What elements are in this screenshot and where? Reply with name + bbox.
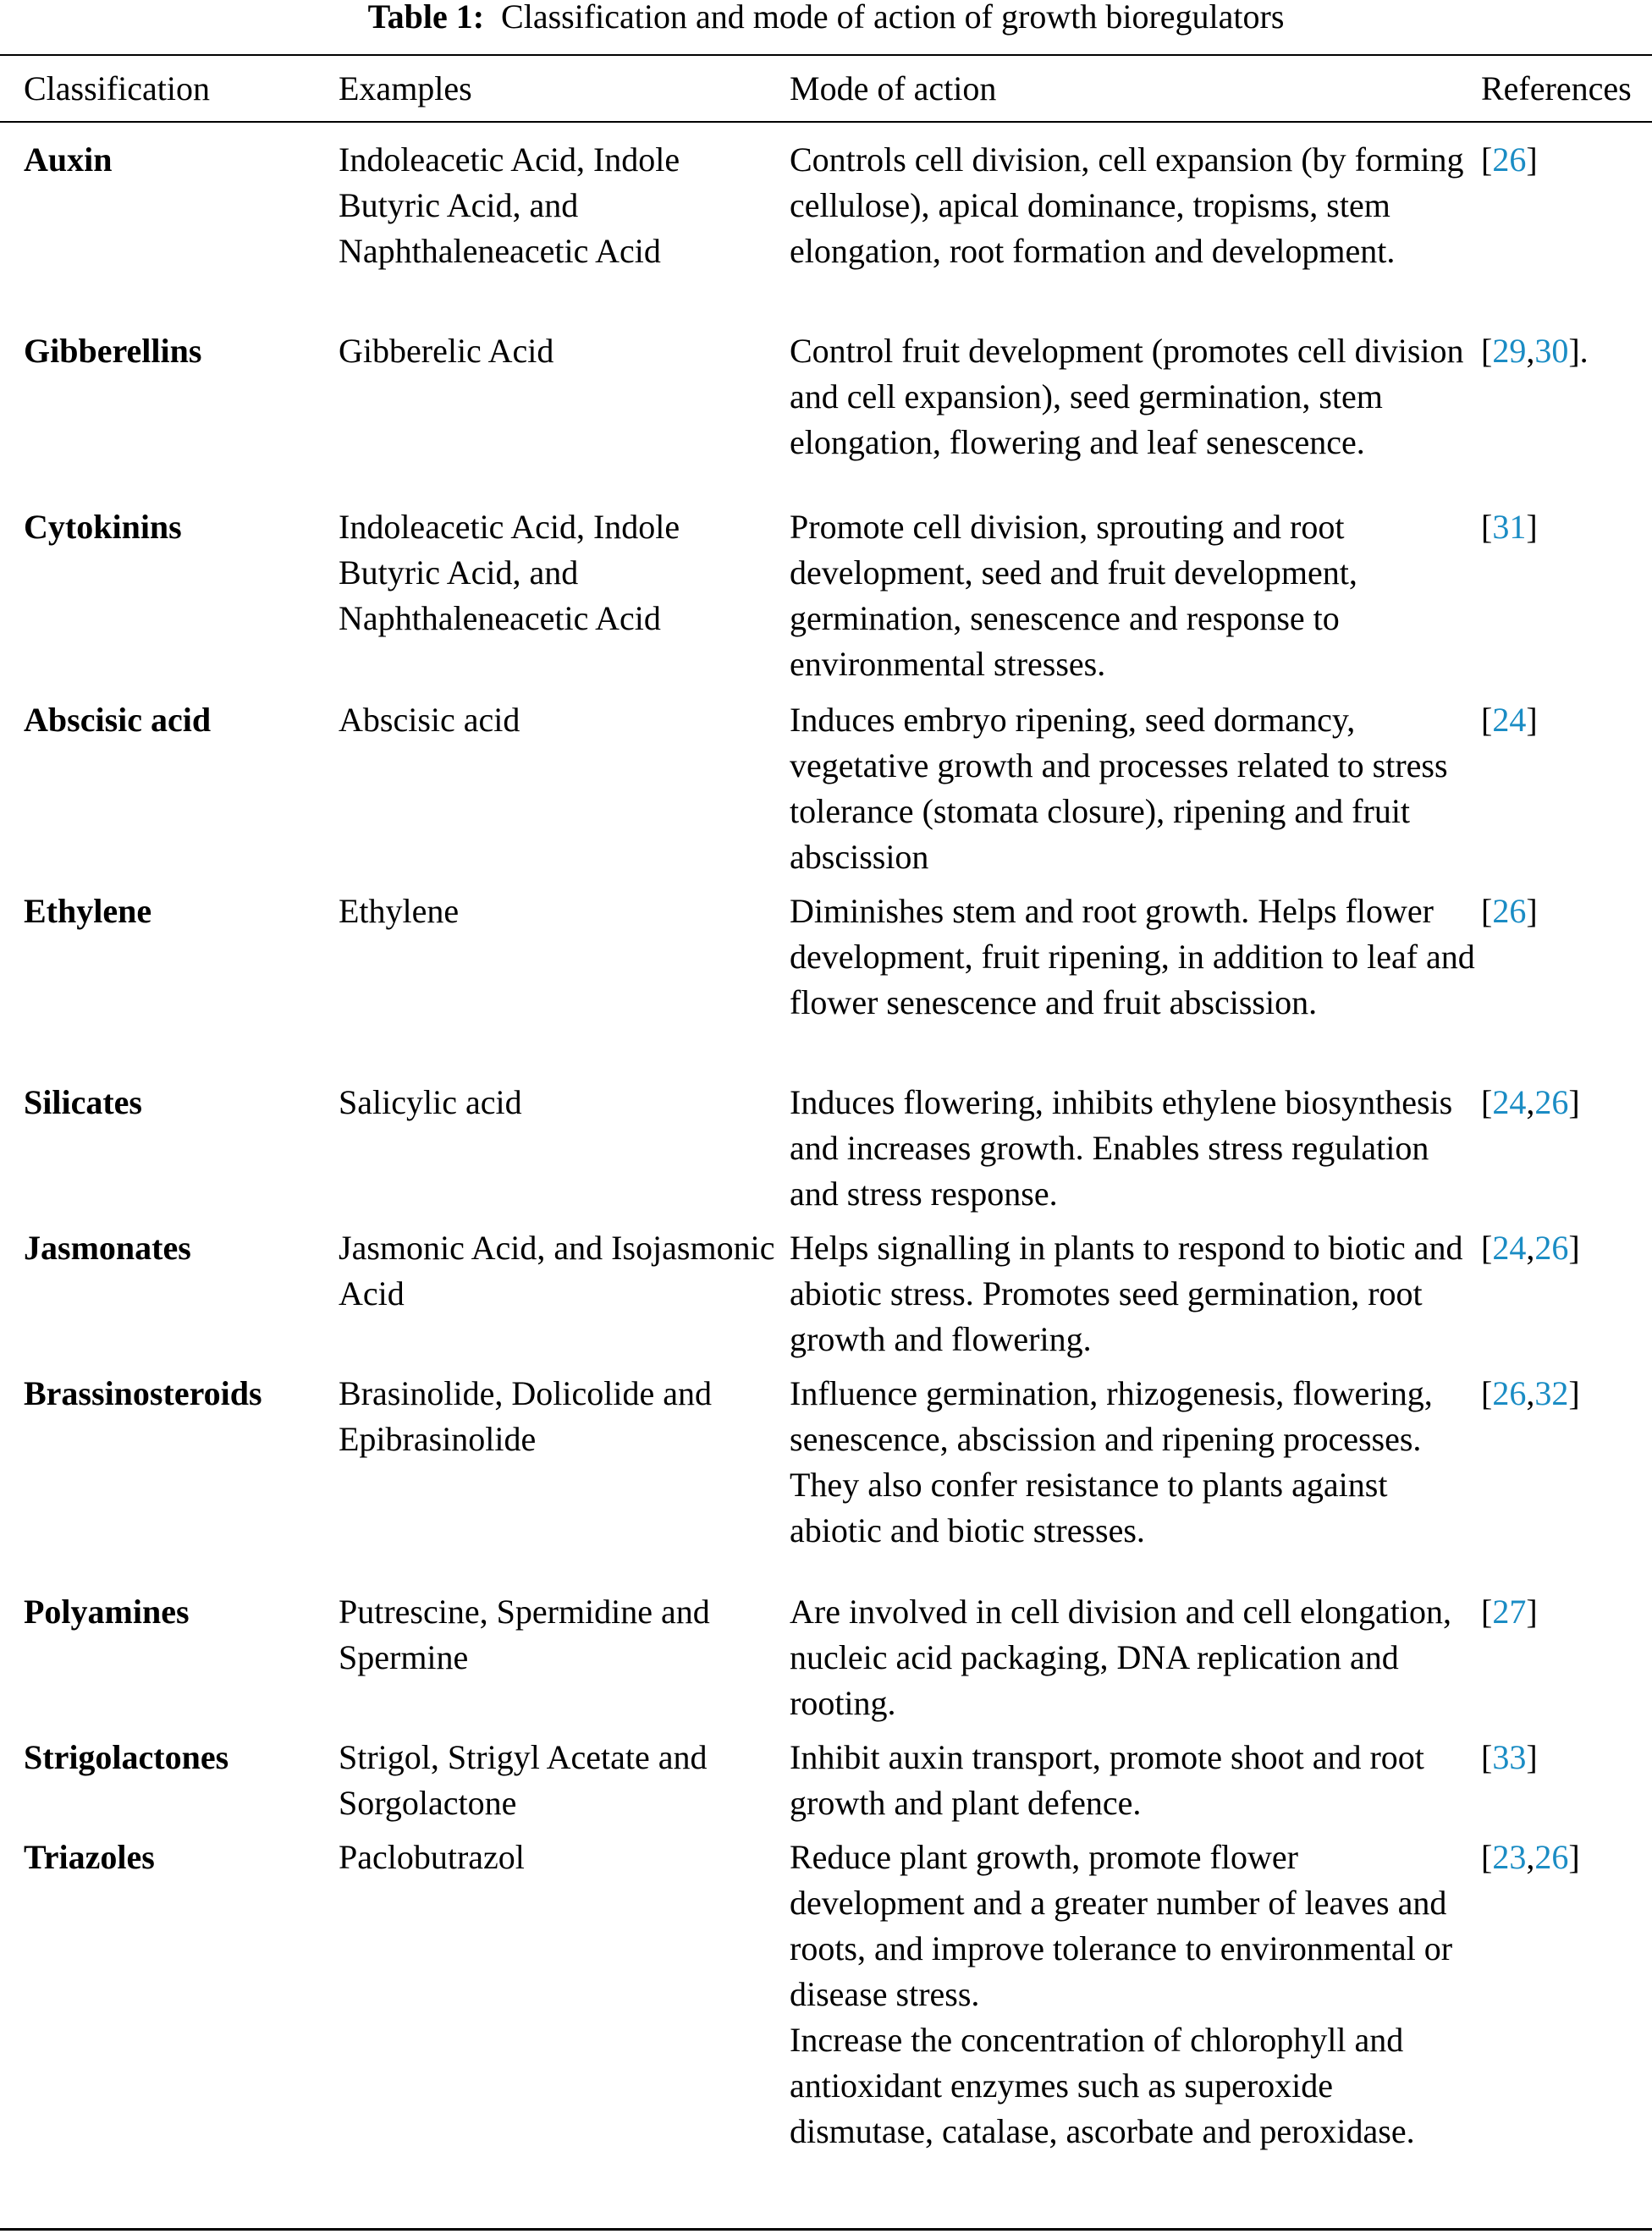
cell-classification: Abscisic acid	[24, 701, 212, 739]
bioregulators-table	[0, 59, 1652, 2154]
table-row	[0, 1726, 1652, 1826]
cell-references: [24,26]	[1481, 1083, 1580, 1121]
cell-references: [26]	[1481, 892, 1538, 930]
top-rule	[0, 54, 1652, 56]
table-header-row	[0, 59, 1652, 129]
cell-classification: Strigolactones	[24, 1738, 229, 1776]
column-header-mode: Mode of action	[790, 69, 997, 107]
cell-classification: Gibberellins	[24, 332, 202, 370]
cell-classification: Brassinosteroids	[24, 1374, 262, 1412]
column-header-references: References	[1481, 69, 1632, 107]
cell-mode-of-action	[790, 496, 1481, 689]
reference-link[interactable]: 26	[1492, 1374, 1527, 1412]
cell-mode-of-action	[790, 1217, 1481, 1362]
cell-references: [27]	[1481, 1593, 1538, 1631]
table-row	[0, 320, 1652, 496]
cell-examples: Salicylic acid	[339, 1083, 522, 1121]
cell-references: [31]	[1481, 508, 1538, 546]
reference-link[interactable]: 23	[1492, 1838, 1527, 1876]
reference-link[interactable]: 24	[1492, 1083, 1527, 1121]
table-caption	[0, 0, 1652, 34]
mode-text: Promote cell division, sprouting and root development, seed and fruit development, germination, senescence and response to environmental stresses.	[790, 508, 1357, 683]
reference-link[interactable]: 26	[1534, 1083, 1569, 1121]
mode-text: Induces flowering, inhibits ethylene biosynthesis and increases growth. Enables stress regulation and stress response.	[790, 1083, 1453, 1213]
cell-mode-of-action	[790, 880, 1481, 1071]
reference-link[interactable]: 26	[1534, 1838, 1569, 1876]
reference-link[interactable]: 26	[1492, 892, 1527, 930]
cell-mode-of-action	[790, 689, 1481, 880]
cell-mode-of-action	[790, 1726, 1481, 1826]
table-label: Table 1:	[367, 0, 485, 36]
cell-examples: Gibberelic Acid	[339, 332, 554, 370]
cell-examples: Indoleacetic Acid, Indole Butyric Acid, and Naphthaleneacetic Acid	[339, 140, 680, 270]
mode-text: Controls cell division, cell expansion (by forming cellulose), apical dominance, tropisms, stem elongation, root formation and development.	[790, 140, 1464, 270]
table-row	[0, 880, 1652, 1071]
cell-examples: Abscisic acid	[339, 701, 520, 739]
table-title: Classification and mode of action of growth bioregulators	[501, 0, 1285, 36]
reference-link[interactable]: 26	[1534, 1229, 1569, 1267]
cell-mode-of-action	[790, 320, 1481, 496]
reference-link[interactable]: 24	[1492, 1229, 1527, 1267]
cell-references: [29,30].	[1481, 332, 1589, 370]
table-row	[0, 1581, 1652, 1726]
mode-text: Reduce plant growth, promote flower development and a greater number of leaves and roots, and improve tolerance to environmental or disease stress.	[790, 1838, 1453, 2013]
table-row	[0, 129, 1652, 320]
cell-classification: Silicates	[24, 1083, 142, 1121]
cell-references: [26,32]	[1481, 1374, 1580, 1412]
reference-link[interactable]: 31	[1492, 508, 1527, 546]
reference-link[interactable]: 24	[1492, 701, 1527, 739]
mode-text: Influence germination, rhizogenesis, flowering, senescence, abscission and ripening processes. They also confer resistance to plants against abiotic and biotic stresses.	[790, 1374, 1433, 1549]
cell-classification: Auxin	[24, 140, 113, 179]
cell-mode-of-action	[790, 1071, 1481, 1217]
cell-mode-of-action	[790, 129, 1481, 320]
table-row	[0, 1217, 1652, 1362]
table-body	[0, 129, 1652, 2154]
cell-examples: Strigol, Strigyl Acetate and Sorgolactone	[339, 1738, 708, 1822]
reference-link[interactable]: 30	[1534, 332, 1569, 370]
reference-link[interactable]: 32	[1534, 1374, 1569, 1412]
cell-examples: Brasinolide, Dolicolide and Epibrasinolide	[339, 1374, 713, 1458]
cell-references: [24,26]	[1481, 1229, 1580, 1267]
cell-examples: Ethylene	[339, 892, 460, 930]
bottom-rule	[0, 2228, 1652, 2231]
mode-text: Increase the concentration of chlorophyll and antioxidant enzymes such as superoxide dismutase, catalase, ascorbate and peroxidase.	[790, 2021, 1415, 2150]
reference-link[interactable]: 29	[1492, 332, 1527, 370]
reference-link[interactable]: 33	[1492, 1738, 1527, 1776]
column-header-examples: Examples	[339, 69, 472, 107]
cell-references: [24]	[1481, 701, 1538, 739]
cell-examples: Jasmonic Acid, and Isojasmonic Acid	[339, 1229, 775, 1312]
mode-text: Control fruit development (promotes cell division and cell expansion), seed germination, stem elongation, flowering and leaf senescence.	[790, 332, 1464, 461]
cell-references: [26]	[1481, 140, 1538, 179]
cell-mode-of-action	[790, 1581, 1481, 1726]
reference-link[interactable]: 26	[1492, 140, 1527, 179]
mode-text: Induces embryo ripening, seed dormancy, vegetative growth and processes related to stress tolerance (stomata closure), ripening and fruit abscission	[790, 701, 1448, 876]
reference-link[interactable]: 27	[1492, 1593, 1527, 1631]
mode-text: Helps signalling in plants to respond to biotic and abiotic stress. Promotes seed germination, root growth and flowering.	[790, 1229, 1463, 1358]
table-row	[0, 496, 1652, 689]
table-row	[0, 1826, 1652, 2154]
cell-examples: Paclobutrazol	[339, 1838, 525, 1876]
cell-classification: Triazoles	[24, 1838, 155, 1876]
cell-classification: Jasmonates	[24, 1229, 191, 1267]
cell-classification: Ethylene	[24, 892, 152, 930]
mode-text: Are involved in cell division and cell elongation, nucleic acid packaging, DNA replication and rooting.	[790, 1593, 1452, 1722]
cell-examples: Putrescine, Spermidine and Spermine	[339, 1593, 710, 1676]
cell-classification: Cytokinins	[24, 508, 182, 546]
cell-classification: Polyamines	[24, 1593, 190, 1631]
mode-text: Diminishes stem and root growth. Helps flower development, fruit ripening, in addition to leaf and flower senescence and fruit abscission.	[790, 892, 1475, 1021]
table-row	[0, 1362, 1652, 1581]
cell-mode-of-action	[790, 1826, 1481, 2154]
table-row	[0, 1071, 1652, 1217]
mode-text: Inhibit auxin transport, promote shoot and root growth and plant defence.	[790, 1738, 1424, 1822]
cell-references: [33]	[1481, 1738, 1538, 1776]
column-header-classification: Classification	[24, 69, 210, 107]
cell-references: [23,26]	[1481, 1838, 1580, 1876]
cell-examples: Indoleacetic Acid, Indole Butyric Acid, and Naphthaleneacetic Acid	[339, 508, 680, 637]
table-row	[0, 689, 1652, 880]
reference-suffix: .	[1579, 332, 1589, 370]
cell-mode-of-action	[790, 1362, 1481, 1581]
